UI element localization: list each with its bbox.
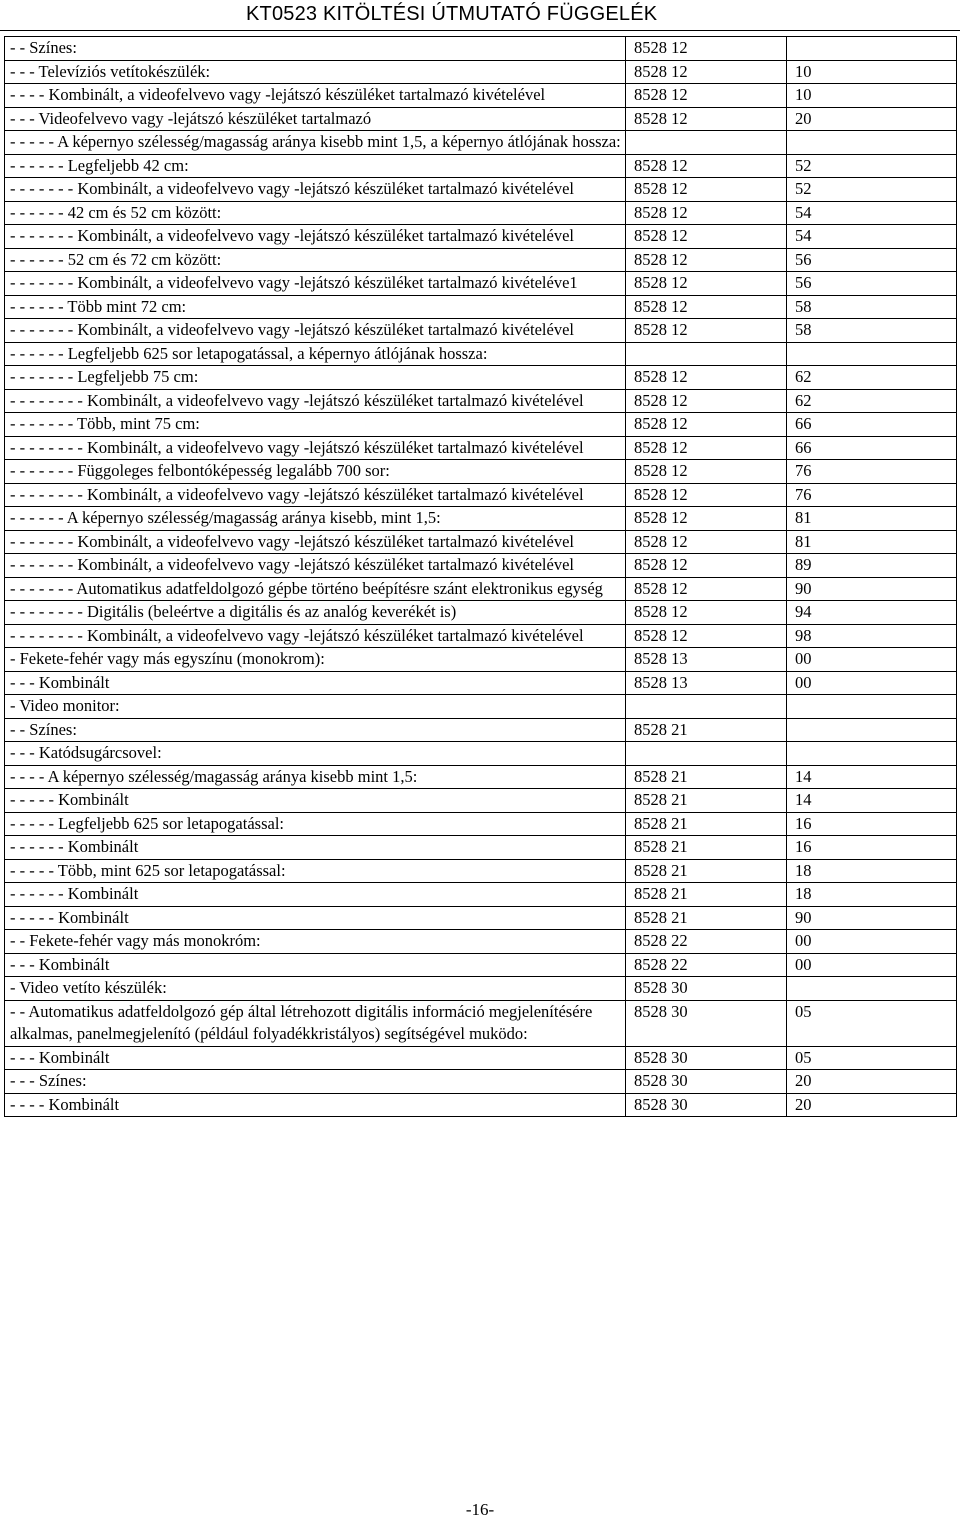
- subcode-cell: 16: [787, 836, 957, 860]
- table-row: [5, 836, 957, 860]
- description-cell: - - - - - - Több mint 72 cm:: [5, 295, 626, 319]
- code-cell: 8528 21: [626, 789, 787, 813]
- table-row: [5, 906, 957, 930]
- table-row: [5, 413, 957, 437]
- code-cell: 8528 22: [626, 930, 787, 954]
- description-cell: - - - - - A képernyo szélesség/magasság aránya kisebb mint 1,5, a képernyo átlójának hossza:: [5, 131, 626, 155]
- code-cell: 8528 12: [626, 178, 787, 202]
- subcode-cell: [787, 342, 957, 366]
- description-cell: - Video vetíto készülék:: [5, 977, 626, 1001]
- table-row: [5, 225, 957, 249]
- description-cell: - - - Televíziós vetítokészülék:: [5, 60, 626, 84]
- page-header: [0, 0, 960, 32]
- table-row: [5, 554, 957, 578]
- subcode-cell: 00: [787, 953, 957, 977]
- table-row: [5, 436, 957, 460]
- table-row: [5, 178, 957, 202]
- description-cell: - - - - - - - - Digitális (beleértve a digitális és az analóg keverékét is): [5, 601, 626, 625]
- tariff-table-body: [5, 37, 957, 1117]
- description-cell: - - - - - - Kombinált: [5, 836, 626, 860]
- table-row: [5, 107, 957, 131]
- code-cell: 8528 12: [626, 272, 787, 296]
- table-row: [5, 84, 957, 108]
- code-cell: 8528 12: [626, 201, 787, 225]
- code-cell: 8528 30: [626, 1070, 787, 1094]
- description-cell: - - - - - - - - Kombinált, a videofelvevo vagy -lejátszó készüléket tartalmazó kivételével: [5, 389, 626, 413]
- code-cell: 8528 13: [626, 648, 787, 672]
- table-row: [5, 272, 957, 296]
- subcode-cell: 76: [787, 483, 957, 507]
- description-cell: - - Automatikus adatfeldolgozó gép által létrehozott digitális információ megjelenítésére alkalmas, panelmegjelenító (például folyadékkristályos) segítségével muködo:: [5, 1000, 626, 1046]
- table-row: [5, 248, 957, 272]
- description-cell: - - - Kombinált: [5, 671, 626, 695]
- subcode-cell: 98: [787, 624, 957, 648]
- description-cell: - - - - - - - Függoleges felbontóképesség legalább 700 sor:: [5, 460, 626, 484]
- code-cell: 8528 12: [626, 483, 787, 507]
- table-row: [5, 695, 957, 719]
- code-cell: 8528 12: [626, 107, 787, 131]
- subcode-cell: 16: [787, 812, 957, 836]
- code-cell: 8528 12: [626, 413, 787, 437]
- description-cell: - - - - - - Legfeljebb 42 cm:: [5, 154, 626, 178]
- table-row: [5, 319, 957, 343]
- table-row: [5, 131, 957, 155]
- table-row: [5, 342, 957, 366]
- code-cell: 8528 12: [626, 154, 787, 178]
- code-cell: 8528 12: [626, 60, 787, 84]
- subcode-cell: 00: [787, 671, 957, 695]
- subcode-cell: 54: [787, 201, 957, 225]
- description-cell: - - - - Kombinált: [5, 1093, 626, 1117]
- table-row: [5, 460, 957, 484]
- subcode-cell: 10: [787, 60, 957, 84]
- table-row: [5, 930, 957, 954]
- subcode-cell: 76: [787, 460, 957, 484]
- code-cell: [626, 695, 787, 719]
- subcode-cell: [787, 131, 957, 155]
- code-cell: 8528 12: [626, 577, 787, 601]
- subcode-cell: 20: [787, 107, 957, 131]
- table-row: [5, 1000, 957, 1046]
- code-cell: 8528 12: [626, 389, 787, 413]
- table-row: [5, 765, 957, 789]
- table-row: [5, 718, 957, 742]
- subcode-cell: 10: [787, 84, 957, 108]
- subcode-cell: 20: [787, 1070, 957, 1094]
- description-cell: - - - - - - Legfeljebb 625 sor letapogatással, a képernyo átlójának hossza:: [5, 342, 626, 366]
- description-cell: - - - - - - - Kombinált, a videofelvevo vagy -lejátszó készüléket tartalmazó kivételével: [5, 225, 626, 249]
- subcode-cell: 90: [787, 906, 957, 930]
- subcode-cell: 52: [787, 178, 957, 202]
- description-cell: - - - - - - - Kombinált, a videofelvevo vagy -lejátszó készüléket tartalmazó kivételével: [5, 178, 626, 202]
- description-cell: - - - Színes:: [5, 1070, 626, 1094]
- table-row: [5, 201, 957, 225]
- page-number: -16-: [465, 1500, 495, 1519]
- description-cell: - - - Katódsugárcsovel:: [5, 742, 626, 766]
- header-rule: [0, 30, 960, 31]
- code-cell: 8528 12: [626, 460, 787, 484]
- subcode-cell: 58: [787, 319, 957, 343]
- description-cell: - - - - - - 42 cm és 52 cm között:: [5, 201, 626, 225]
- table-row: [5, 507, 957, 531]
- subcode-cell: [787, 977, 957, 1001]
- code-cell: 8528 12: [626, 37, 787, 61]
- code-cell: 8528 22: [626, 953, 787, 977]
- code-cell: 8528 12: [626, 295, 787, 319]
- table-row: [5, 1093, 957, 1117]
- description-cell: - - - - - - - Kombinált, a videofelvevo vagy -lejátszó készüléket tartalmazó kivételével: [5, 554, 626, 578]
- description-cell: - - Színes:: [5, 718, 626, 742]
- description-cell: - - - - Kombinált, a videofelvevo vagy -lejátszó készüléket tartalmazó kivételével: [5, 84, 626, 108]
- description-cell: - - Fekete-fehér vagy más monokróm:: [5, 930, 626, 954]
- table-row: [5, 812, 957, 836]
- description-cell: - - - Kombinált: [5, 1046, 626, 1070]
- subcode-cell: 56: [787, 272, 957, 296]
- description-cell: - - - - - Kombinált: [5, 906, 626, 930]
- description-cell: - - - - - - - - Kombinált, a videofelvevo vagy -lejátszó készüléket tartalmazó kivételével: [5, 483, 626, 507]
- subcode-cell: 14: [787, 765, 957, 789]
- code-cell: 8528 21: [626, 812, 787, 836]
- description-cell: - - - - - - - Kombinált, a videofelvevo vagy -lejátszó készüléket tartalmazó kivételével: [5, 530, 626, 554]
- code-cell: 8528 12: [626, 507, 787, 531]
- tariff-code-table: [4, 36, 957, 1117]
- subcode-cell: 05: [787, 1046, 957, 1070]
- code-cell: 8528 12: [626, 554, 787, 578]
- description-cell: - - - - A képernyo szélesség/magasság aránya kisebb mint 1,5:: [5, 765, 626, 789]
- subcode-cell: 54: [787, 225, 957, 249]
- code-cell: 8528 12: [626, 624, 787, 648]
- subcode-cell: 66: [787, 436, 957, 460]
- code-cell: 8528 12: [626, 319, 787, 343]
- document-title: KT0523 KITÖLTÉSI ÚTMUTATÓ FÜGGELÉK: [246, 3, 658, 25]
- description-cell: - - - Videofelvevo vagy -lejátszó készüléket tartalmazó: [5, 107, 626, 131]
- code-cell: 8528 30: [626, 1093, 787, 1117]
- code-cell: 8528 12: [626, 366, 787, 390]
- code-cell: 8528 21: [626, 836, 787, 860]
- description-cell: - Fekete-fehér vagy más egyszínu (monokrom):: [5, 648, 626, 672]
- description-cell: - - - - - Több, mint 625 sor letapogatással:: [5, 859, 626, 883]
- code-cell: 8528 12: [626, 530, 787, 554]
- code-cell: 8528 21: [626, 718, 787, 742]
- subcode-cell: 20: [787, 1093, 957, 1117]
- table-row: [5, 60, 957, 84]
- description-cell: - - - - - - Kombinált: [5, 883, 626, 907]
- table-row: [5, 977, 957, 1001]
- subcode-cell: 62: [787, 389, 957, 413]
- code-cell: [626, 342, 787, 366]
- table-row: [5, 154, 957, 178]
- table-row: [5, 295, 957, 319]
- code-cell: 8528 12: [626, 225, 787, 249]
- subcode-cell: 94: [787, 601, 957, 625]
- description-cell: - - - - - - - Több, mint 75 cm:: [5, 413, 626, 437]
- table-row: [5, 883, 957, 907]
- description-cell: - - Színes:: [5, 37, 626, 61]
- table-row: [5, 530, 957, 554]
- code-cell: 8528 21: [626, 883, 787, 907]
- description-cell: - - - - - - - Kombinált, a videofelvevo vagy -lejátszó készüléket tartalmazó kivételével: [5, 319, 626, 343]
- code-cell: [626, 742, 787, 766]
- code-cell: 8528 21: [626, 859, 787, 883]
- code-cell: 8528 12: [626, 248, 787, 272]
- subcode-cell: [787, 718, 957, 742]
- table-row: [5, 789, 957, 813]
- code-cell: 8528 21: [626, 906, 787, 930]
- subcode-cell: 81: [787, 507, 957, 531]
- subcode-cell: 52: [787, 154, 957, 178]
- subcode-cell: [787, 742, 957, 766]
- code-cell: 8528 30: [626, 1000, 787, 1046]
- table-row: [5, 37, 957, 61]
- description-cell: - - - - - - 52 cm és 72 cm között:: [5, 248, 626, 272]
- table-row: [5, 1046, 957, 1070]
- table-row: [5, 577, 957, 601]
- subcode-cell: 62: [787, 366, 957, 390]
- description-cell: - - - - - - - Kombinált, a videofelvevo vagy -lejátszó készüléket tartalmazó kivételéve1: [5, 272, 626, 296]
- description-cell: - - - - - Legfeljebb 625 sor letapogatással:: [5, 812, 626, 836]
- table-row: [5, 366, 957, 390]
- subcode-cell: 00: [787, 648, 957, 672]
- subcode-cell: 81: [787, 530, 957, 554]
- subcode-cell: 56: [787, 248, 957, 272]
- code-cell: 8528 12: [626, 601, 787, 625]
- subcode-cell: 14: [787, 789, 957, 813]
- table-row: [5, 624, 957, 648]
- subcode-cell: 05: [787, 1000, 957, 1046]
- table-row: [5, 859, 957, 883]
- code-cell: 8528 30: [626, 977, 787, 1001]
- code-cell: 8528 30: [626, 1046, 787, 1070]
- description-cell: - - - - - - - Legfeljebb 75 cm:: [5, 366, 626, 390]
- subcode-cell: 58: [787, 295, 957, 319]
- subcode-cell: 18: [787, 883, 957, 907]
- table-row: [5, 601, 957, 625]
- description-cell: - Video monitor:: [5, 695, 626, 719]
- subcode-cell: 89: [787, 554, 957, 578]
- table-row: [5, 483, 957, 507]
- description-cell: - - - - - - - - Kombinált, a videofelvevo vagy -lejátszó készüléket tartalmazó kivételével: [5, 624, 626, 648]
- subcode-cell: 90: [787, 577, 957, 601]
- description-cell: - - - - - - - Automatikus adatfeldolgozó gépbe történo beépítésre szánt elektronikus egység: [5, 577, 626, 601]
- table-row: [5, 389, 957, 413]
- code-cell: 8528 12: [626, 84, 787, 108]
- subcode-cell: [787, 695, 957, 719]
- table-row: [5, 1070, 957, 1094]
- description-cell: - - - - - - - - Kombinált, a videofelvevo vagy -lejátszó készüléket tartalmazó kivételével: [5, 436, 626, 460]
- code-cell: [626, 131, 787, 155]
- subcode-cell: 66: [787, 413, 957, 437]
- description-cell: - - - - - Kombinált: [5, 789, 626, 813]
- table-row: [5, 953, 957, 977]
- table-row: [5, 742, 957, 766]
- code-cell: 8528 12: [626, 436, 787, 460]
- code-cell: 8528 13: [626, 671, 787, 695]
- table-row: [5, 671, 957, 695]
- description-cell: - - - Kombinált: [5, 953, 626, 977]
- subcode-cell: 18: [787, 859, 957, 883]
- code-cell: 8528 21: [626, 765, 787, 789]
- subcode-cell: [787, 37, 957, 61]
- description-cell: - - - - - - A képernyo szélesség/magasság aránya kisebb, mint 1,5:: [5, 507, 626, 531]
- table-row: [5, 648, 957, 672]
- subcode-cell: 00: [787, 930, 957, 954]
